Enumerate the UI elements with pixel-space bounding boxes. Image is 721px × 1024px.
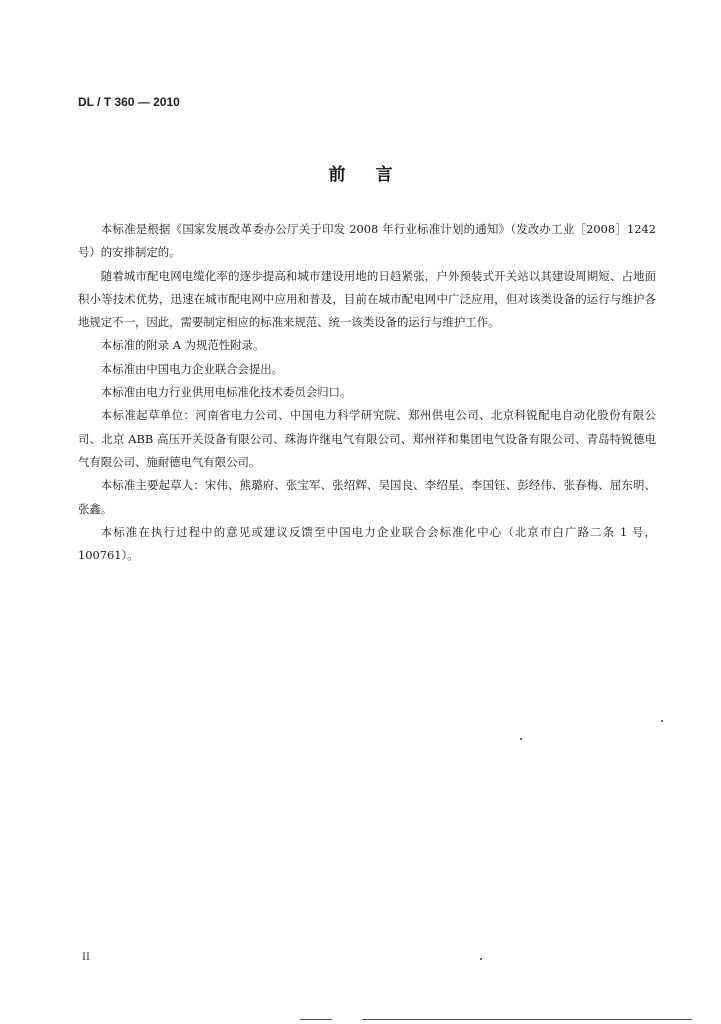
scan-speck (480, 958, 482, 960)
paragraph: 随着城市配电网电缆化率的逐步提高和城市建设用地的日趋紧张，户外预装式开关站以其建设周期短、占地面积小等技术优势，迅速在城市配电网中应用和普及，目前在城市配电网中广泛应用，但对该类设备的运行与维护各地规定不一，因此，需要制定相应的标准来规范、统一该类设备的运行与维护工作。 (78, 268, 656, 330)
section-title-foreword: 前言 (328, 165, 423, 185)
paragraph: 本标准由电力行业供用电标准化技术委员会归口。 (100, 385, 352, 400)
foreword-body (78, 218, 656, 567)
paragraph: 本标准的附录 A 为规范性附录。 (100, 338, 265, 353)
paragraph: 本标准是根据《国家发展改革委办公厅关于印发 2008 年行业标准计划的通知》（发改办工业［2008］1242 号）的安排制定的。 (78, 222, 656, 260)
page-number: II (82, 952, 90, 963)
paragraph: 本标准起草单位：河南省电力公司、中国电力科学研究院、郑州供电公司、北京科锐配电自动化股份有限公司、北京 ABB 高压开关设备有限公司、珠海许继电气有限公司、郑州祥和集团电气设备有限公司、青岛特锐德电气有限公司、施耐德电气有限公司。 (78, 408, 656, 469)
paragraph: 本标准由中国电力企业联合会提出。 (100, 361, 284, 376)
scan-edge-line (300, 1019, 332, 1020)
scan-edge-line (362, 1019, 692, 1020)
scan-speck (520, 738, 522, 740)
standard-number-header: DL / T 360 — 2010 (78, 95, 180, 109)
scan-speck (661, 720, 663, 722)
paragraph: 本标准主要起草人：宋伟、熊璐府、张宝军、张绍辉、吴国良、李绍星、李国钰、彭经伟、张春梅、屈东明、张鑫。 (78, 478, 656, 516)
paragraph: 本标准在执行过程中的意见或建议反馈至中国电力企业联合会标准化中心（北京市白广路二条 1 号，100761）。 (78, 524, 656, 563)
